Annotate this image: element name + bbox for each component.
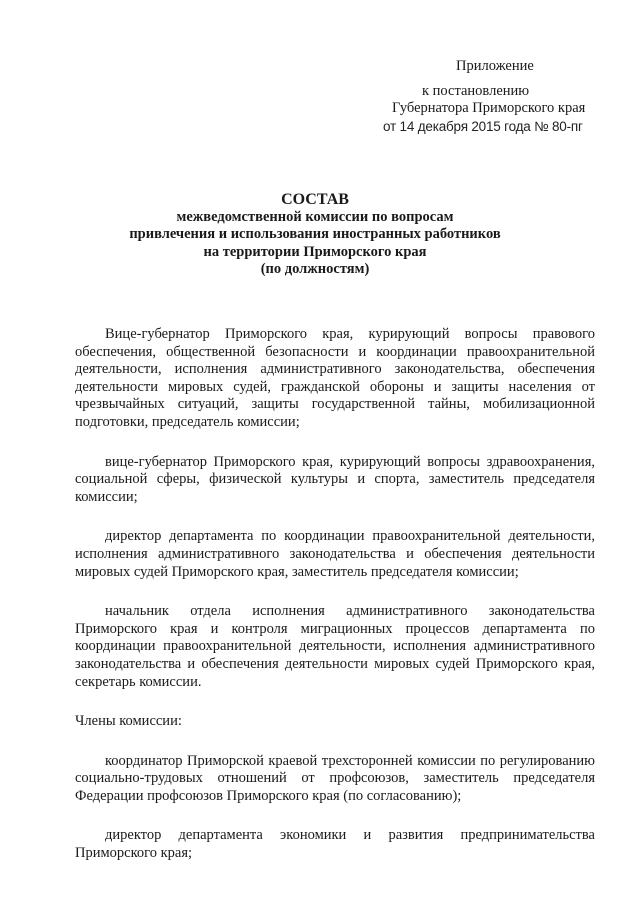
appendix-governor: Губернатора Приморского края <box>392 100 586 116</box>
appendix-date-number: от 14 декабря 2015 года № 80-пг <box>383 118 583 134</box>
body-paragraph: Вице-губернатор Приморского края, курирующий вопросы правового обеспечения, общественной безопасности и координации правоохранительной деятельности, исполнения административного законодательства, обеспечения деятельности мировых судей, гражданской обороны и защиты населения от чрезвычайных ситуаций, защиты государственной тайны, мобилизационной подготовки, председатель комиссии; <box>75 326 595 430</box>
body-paragraph: начальник отдела исполнения административного законодательства Приморского края и контроля миграционных процессов департамента по координации правоохранительной деятельности, исполнения административного законодательства и обеспечения деятельности мировых судей Приморского края, секретарь комиссии. <box>75 603 595 690</box>
member-paragraph: координатор Приморской краевой трехсторонней комиссии по регулированию социально-трудовых отношений от профсоюзов, заместитель председателя Федерации профсоюзов Приморского края (по согласованию); <box>75 752 595 804</box>
members-label: Члены комиссии: <box>75 713 182 730</box>
appendix-label: Приложение <box>456 58 534 74</box>
heading-line-1: межведомственной комиссии по вопросам <box>176 208 454 225</box>
body-paragraph: директор департамента по координации правоохранительной деятельности, исполнения административного законодательства и обеспечения деятельности мировых судей Приморского края, заместитель председателя комиссии; <box>75 528 595 580</box>
heading-line-4: (по должностям) <box>260 261 370 277</box>
appendix-resolution: к постановлению <box>422 82 530 99</box>
document-body <box>75 326 595 885</box>
heading-line-2: привлечения и использования иностранных работников <box>129 226 501 242</box>
body-paragraph: вице-губернатор Приморского края, курирующий вопросы здравоохранения, социальной сферы, физической культуры и спорта, заместитель председателя комиссии; <box>75 453 595 505</box>
document-heading <box>60 191 570 279</box>
member-paragraph: директор департамента экономики и развития предпринимательства Приморского края; <box>75 827 595 862</box>
appendix-block <box>370 58 610 135</box>
heading-line-3: на территории Приморского края <box>203 243 427 260</box>
document-title: СОСТАВ <box>281 191 349 208</box>
